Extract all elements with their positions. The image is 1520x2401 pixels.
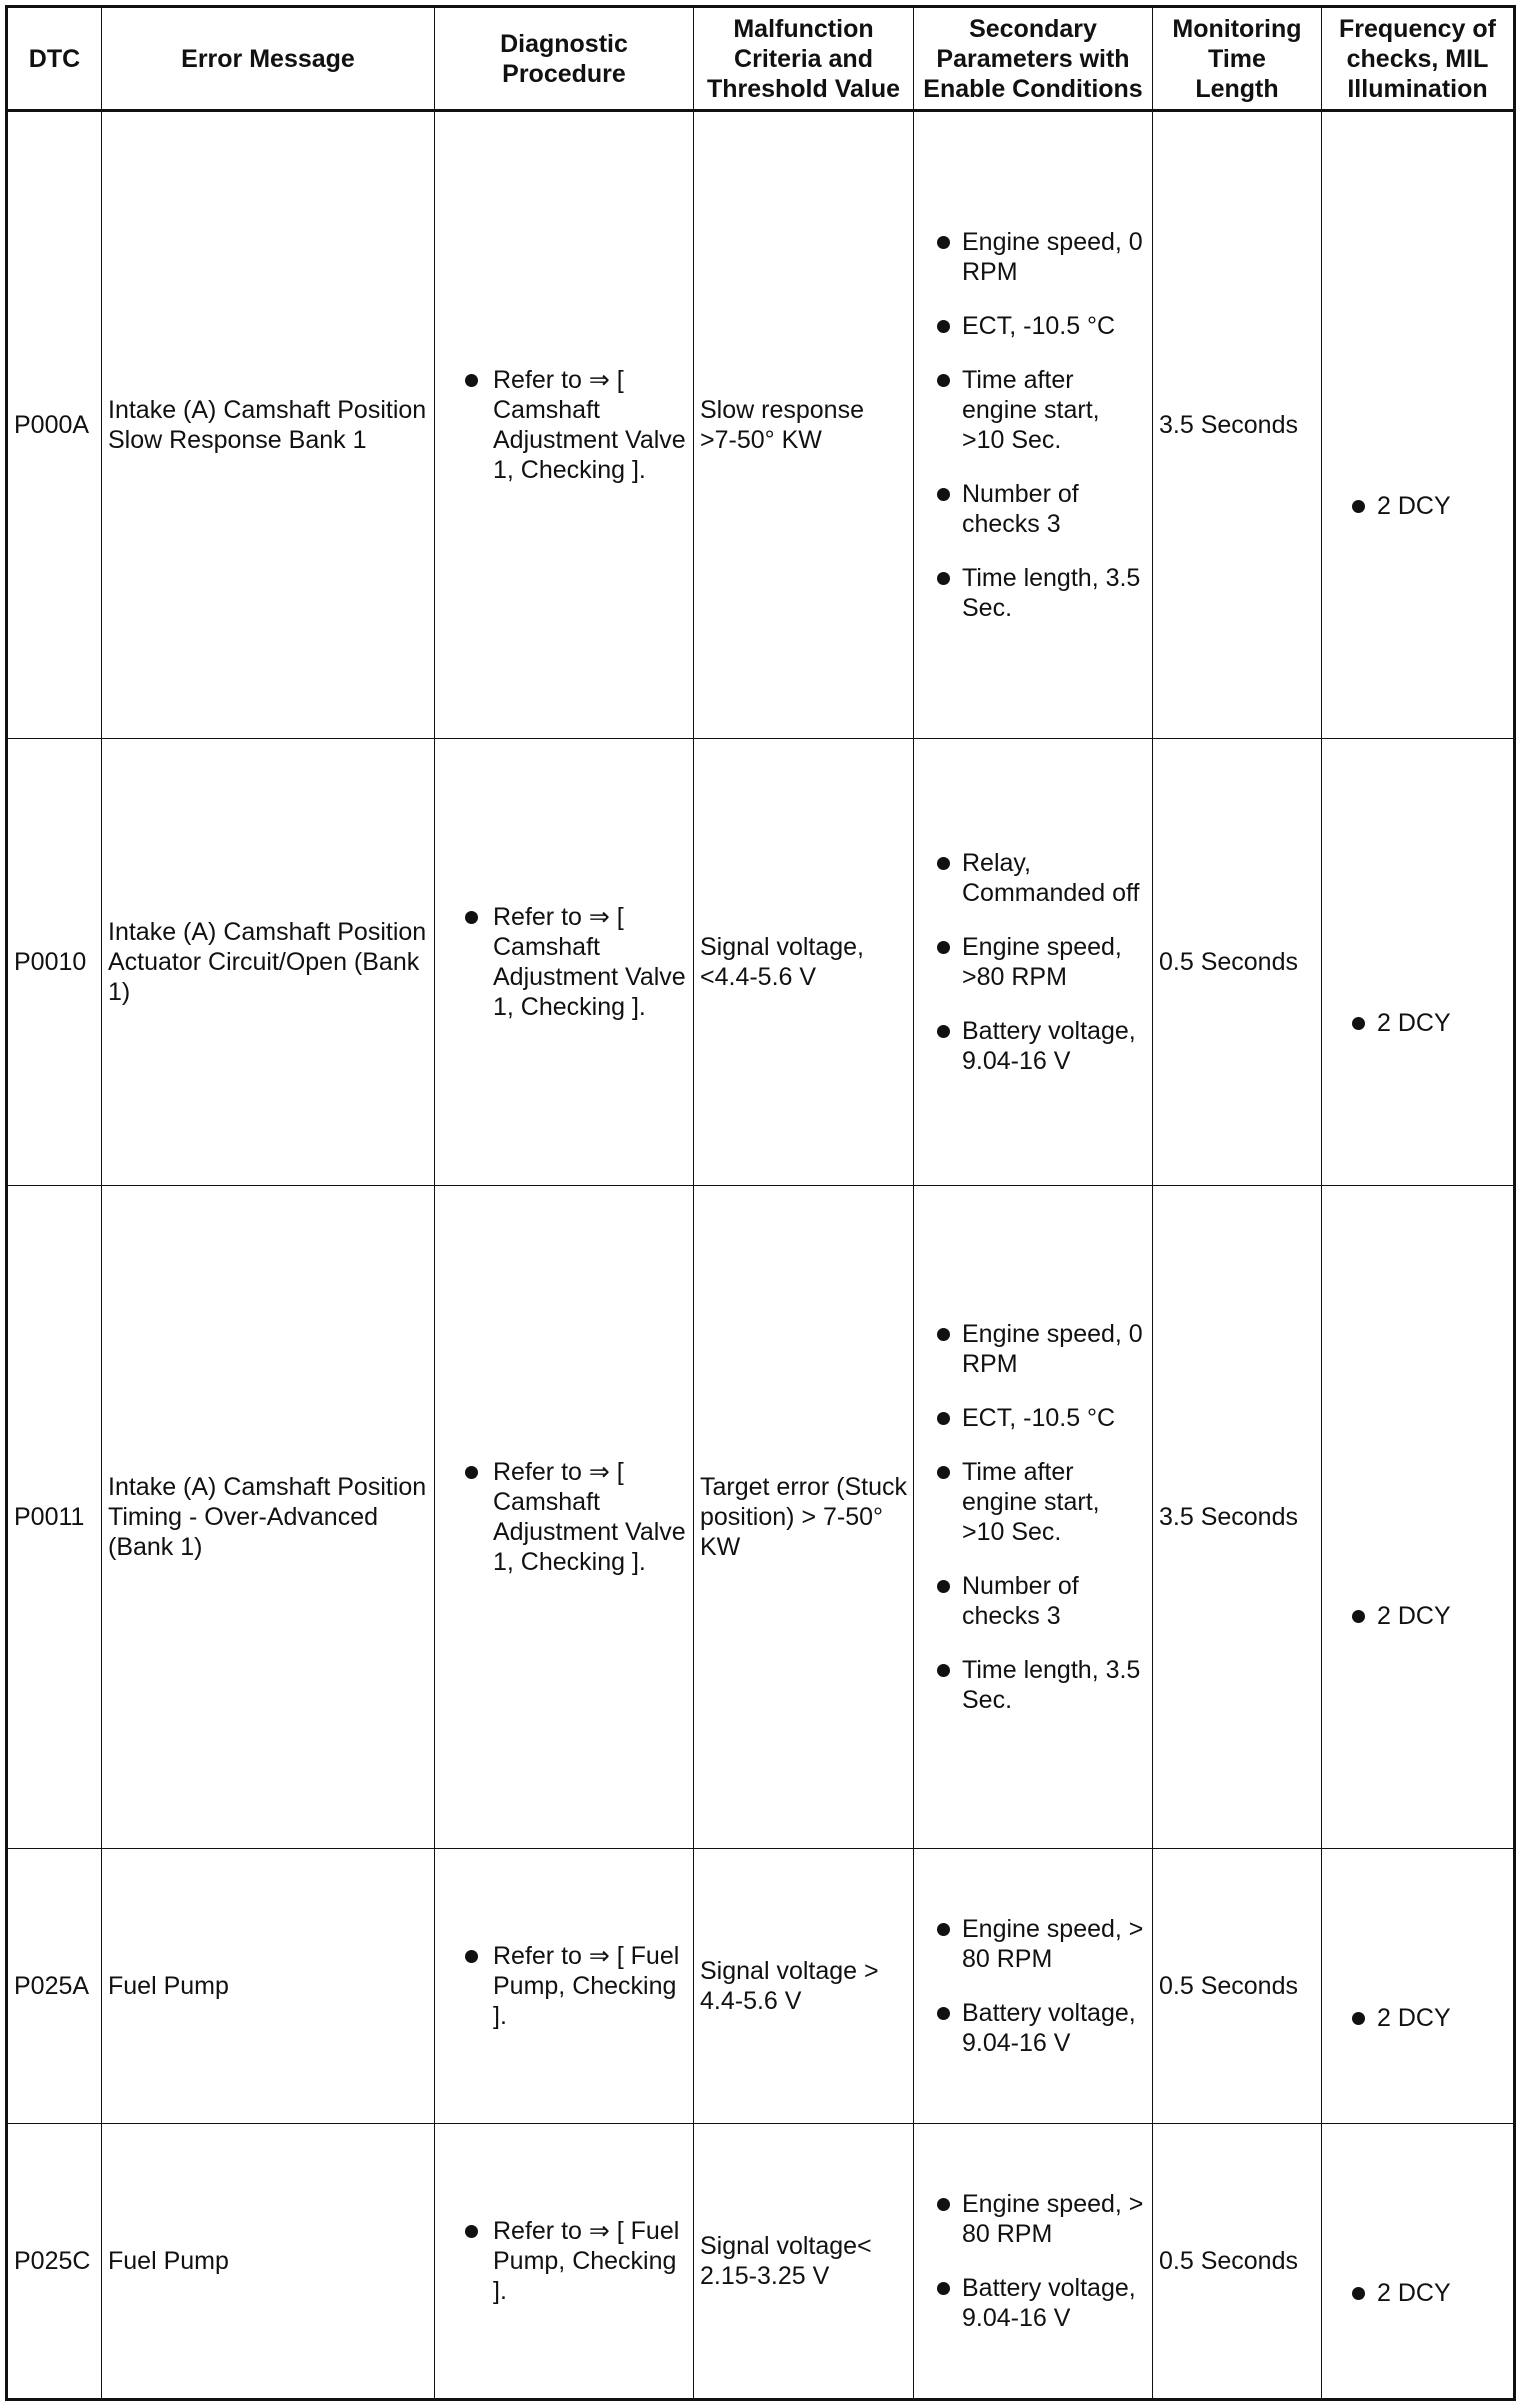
malfunction-criteria: Target error (Stuck position) > 7-50° KW — [694, 1186, 914, 1849]
dtc-code: P0011 — [7, 1186, 102, 1849]
parameter-bullet: Engine speed, >80 RPM — [920, 932, 1146, 992]
monitoring-time: 0.5 Seconds — [1153, 1849, 1322, 2124]
dtc-code: P025C — [7, 2124, 102, 2400]
error-message: Intake (A) Camshaft Position Slow Response Bank 1 — [102, 111, 435, 739]
frequency-bullet: 2 DCY — [1328, 1601, 1507, 1631]
frequency-bullet: 2 DCY — [1328, 2278, 1507, 2308]
secondary-parameters — [914, 739, 1153, 1186]
parameter-bullet: Engine speed, 0 RPM — [920, 227, 1146, 287]
parameter-bullet: Engine speed, > 80 RPM — [920, 2189, 1146, 2249]
dtc-code: P0010 — [7, 739, 102, 1186]
secondary-parameters — [914, 1186, 1153, 1849]
diagnostic-procedure — [435, 111, 694, 739]
secondary-parameters — [914, 2124, 1153, 2400]
diagnostic-procedure — [435, 739, 694, 1186]
secondary-parameters — [914, 111, 1153, 739]
monitoring-time: 3.5 Seconds — [1153, 111, 1322, 739]
dtc-code: P025A — [7, 1849, 102, 2124]
malfunction-criteria: Signal voltage > 4.4-5.6 V — [694, 1849, 914, 2124]
header-diagnostic-procedure: Diagnostic Procedure — [435, 7, 694, 111]
malfunction-criteria: Slow response >7-50° KW — [694, 111, 914, 739]
parameter-bullet: ECT, -10.5 °C — [920, 1403, 1146, 1433]
secondary-parameters — [914, 1849, 1153, 2124]
table-row — [7, 111, 1515, 739]
header-malfunction-criteria: Malfunction Criteria and Threshold Value — [694, 7, 914, 111]
frequency — [1322, 111, 1515, 739]
parameter-bullet: Relay, Commanded off — [920, 848, 1146, 908]
parameter-bullet: Number of checks 3 — [920, 1571, 1146, 1631]
error-message: Fuel Pump — [102, 2124, 435, 2400]
procedure-bullet: Refer to ⇒ [ Fuel Pump, Checking ]. — [441, 2216, 687, 2306]
error-message: Intake (A) Camshaft Position Timing - Over-Advanced (Bank 1) — [102, 1186, 435, 1849]
parameter-bullet: Number of checks 3 — [920, 479, 1146, 539]
table-row — [7, 2124, 1515, 2400]
parameter-bullet: Time length, 3.5 Sec. — [920, 563, 1146, 623]
monitoring-time: 0.5 Seconds — [1153, 739, 1322, 1186]
diagnostic-procedure — [435, 1186, 694, 1849]
header-monitoring-time: Monitoring Time Length — [1153, 7, 1322, 111]
frequency — [1322, 1849, 1515, 2124]
monitoring-time: 3.5 Seconds — [1153, 1186, 1322, 1849]
procedure-bullet: Refer to ⇒ [ Camshaft Adjustment Valve 1, Checking ]. — [441, 365, 687, 485]
parameter-bullet: Engine speed, > 80 RPM — [920, 1914, 1146, 1974]
frequency-bullet: 2 DCY — [1328, 491, 1507, 521]
table-row — [7, 739, 1515, 1186]
header-secondary-parameters: Secondary Parameters with Enable Conditions — [914, 7, 1153, 111]
parameter-bullet: Time after engine start, >10 Sec. — [920, 365, 1146, 455]
header-error-message: Error Message — [102, 7, 435, 111]
frequency — [1322, 739, 1515, 1186]
procedure-bullet: Refer to ⇒ [ Fuel Pump, Checking ]. — [441, 1941, 687, 2031]
parameter-bullet: Time after engine start, >10 Sec. — [920, 1457, 1146, 1547]
diagnostic-procedure — [435, 2124, 694, 2400]
dtc-table — [5, 5, 1516, 2401]
page — [5, 5, 1516, 2401]
parameter-bullet: Battery voltage, 9.04-16 V — [920, 1998, 1146, 2058]
malfunction-criteria: Signal voltage, <4.4-5.6 V — [694, 739, 914, 1186]
monitoring-time: 0.5 Seconds — [1153, 2124, 1322, 2400]
frequency-bullet: 2 DCY — [1328, 1008, 1507, 1038]
table-row — [7, 1186, 1515, 1849]
table-row — [7, 1849, 1515, 2124]
dtc-code: P000A — [7, 111, 102, 739]
diagnostic-procedure — [435, 1849, 694, 2124]
malfunction-criteria: Signal voltage< 2.15-3.25 V — [694, 2124, 914, 2400]
error-message: Intake (A) Camshaft Position Actuator Circuit/Open (Bank 1) — [102, 739, 435, 1186]
header-row — [7, 7, 1515, 111]
parameter-bullet: Time length, 3.5 Sec. — [920, 1655, 1146, 1715]
procedure-bullet: Refer to ⇒ [ Camshaft Adjustment Valve 1, Checking ]. — [441, 902, 687, 1022]
parameter-bullet: Engine speed, 0 RPM — [920, 1319, 1146, 1379]
frequency — [1322, 2124, 1515, 2400]
header-dtc: DTC — [7, 7, 102, 111]
parameter-bullet: Battery voltage, 9.04-16 V — [920, 2273, 1146, 2333]
parameter-bullet: ECT, -10.5 °C — [920, 311, 1146, 341]
error-message: Fuel Pump — [102, 1849, 435, 2124]
parameter-bullet: Battery voltage, 9.04-16 V — [920, 1016, 1146, 1076]
frequency — [1322, 1186, 1515, 1849]
procedure-bullet: Refer to ⇒ [ Camshaft Adjustment Valve 1, Checking ]. — [441, 1457, 687, 1577]
frequency-bullet: 2 DCY — [1328, 2003, 1507, 2033]
header-frequency: Frequency of checks, MIL Illumination — [1322, 7, 1515, 111]
